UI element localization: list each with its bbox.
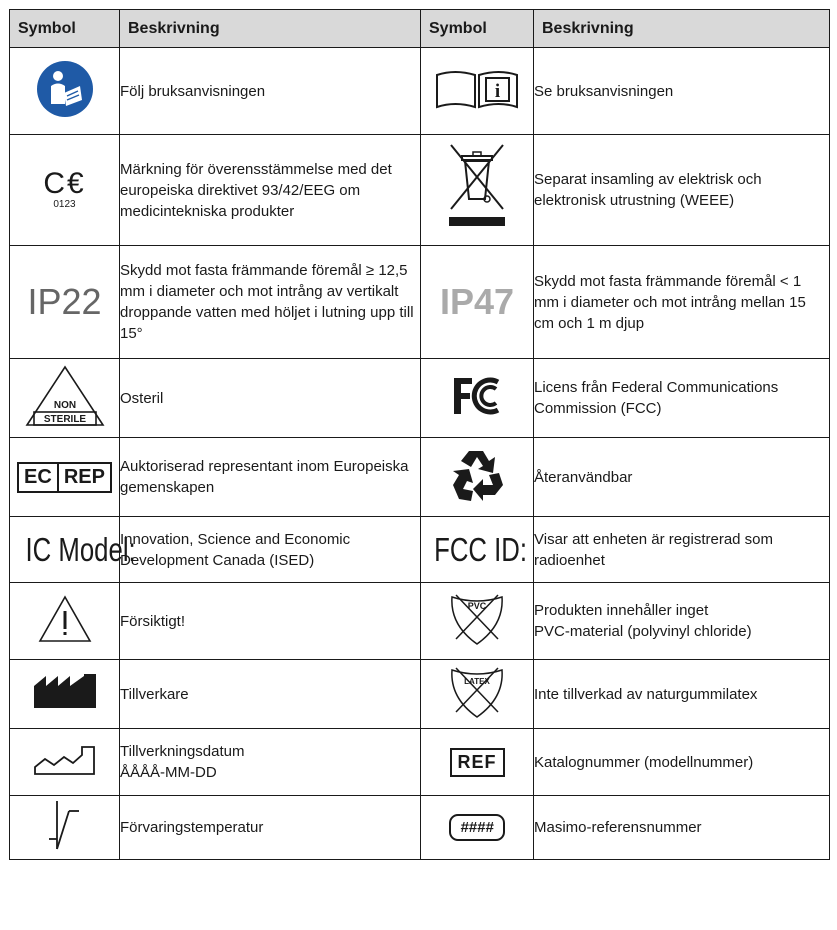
header-description-left: Beskrivning	[120, 10, 421, 48]
table-row	[10, 660, 830, 729]
svg-text:PVC: PVC	[467, 600, 487, 611]
ip47-icon: IP47	[439, 281, 515, 322]
description-cell: Tillverkare	[120, 660, 421, 729]
temperature-limit-icon	[45, 799, 85, 851]
table-row	[10, 796, 830, 860]
svg-text:LATEX: LATEX	[464, 676, 490, 686]
ce-mark-icon: C€ 0123	[43, 166, 86, 210]
ic-model-icon: IC Model:	[25, 530, 136, 568]
ec-rep-icon: EC REP	[17, 462, 112, 493]
description-cell: Följ bruksanvisningen	[120, 48, 421, 135]
table-header-row	[10, 10, 830, 48]
svg-text:NON: NON	[53, 399, 76, 411]
caution-icon	[37, 594, 93, 644]
description-cell: Visar att enheten är registrerad som radioenhet	[534, 517, 830, 583]
manufacturer-icon	[32, 674, 98, 710]
description-cell: Osteril	[120, 359, 421, 438]
date-of-manufacture-icon	[32, 743, 98, 777]
fcc-logo-icon	[452, 376, 502, 416]
ip22-icon: IP22	[27, 281, 102, 322]
description-cell: Masimo-referensnummer	[534, 796, 830, 860]
table-row	[10, 359, 830, 438]
header-symbol-right: Symbol	[421, 10, 534, 48]
table-row	[10, 438, 830, 517]
reference-number-icon: ####	[449, 814, 504, 841]
table-row	[10, 135, 830, 246]
fcc-id-icon: FCC ID:	[434, 530, 528, 568]
table-row	[10, 246, 830, 359]
description-cell: Återanvändbar	[534, 438, 830, 517]
description-cell: Märkning för överensstämmelse med det europeiska direktivet 93/42/EEG om medicintekniska produkter	[120, 135, 421, 246]
description-cell: Licens från Federal Communications Commission (FCC)	[534, 359, 830, 438]
table-row	[10, 48, 830, 135]
description-cell: Skydd mot fasta främmande föremål < 1 mm i diameter och mot intrång mellan 15 cm och 1 m djup	[534, 246, 830, 359]
header-description-right: Beskrivning	[534, 10, 830, 48]
description-cell: Produkten innehåller inget PVC-material (polyvinyl chloride)	[534, 583, 830, 660]
table-row	[10, 517, 830, 583]
description-cell: Försiktigt!	[120, 583, 421, 660]
no-pvc-icon	[446, 591, 508, 647]
description-cell: Auktoriserad representant inom Europeiska gemenskapen	[120, 438, 421, 517]
table-row	[10, 729, 830, 796]
table-row	[10, 583, 830, 660]
description-cell: Tillverkningsdatum ÅÅÅÅ-MM-DD	[120, 729, 421, 796]
weee-bin-icon	[447, 143, 507, 233]
non-sterile-icon	[24, 364, 106, 428]
description-cell: Innovation, Science and Economic Development Canada (ISED)	[120, 517, 421, 583]
svg-text:STERILE: STERILE	[43, 413, 86, 425]
description-cell: Separat insamling av elektrisk och elektronisk utrustning (WEEE)	[534, 135, 830, 246]
header-symbol-left: Symbol	[10, 10, 120, 48]
description-cell: Inte tillverkad av naturgummilatex	[534, 660, 830, 729]
description-cell: Katalognummer (modellnummer)	[534, 729, 830, 796]
description-cell: Förvaringstemperatur	[120, 796, 421, 860]
follow-instructions-icon	[36, 60, 94, 118]
svg-text:i: i	[494, 80, 501, 102]
description-cell: Skydd mot fasta främmande föremål ≥ 12,5 mm i diameter och mot intrång av vertikalt droppande vatten med höljet i lutning upp till 15°	[120, 246, 421, 359]
consult-instructions-icon	[435, 67, 519, 111]
recycle-icon	[449, 447, 505, 503]
description-cell: Se bruksanvisningen	[534, 48, 830, 135]
ref-icon: REF	[450, 748, 505, 777]
symbol-table	[9, 9, 830, 860]
no-latex-icon	[446, 664, 508, 720]
